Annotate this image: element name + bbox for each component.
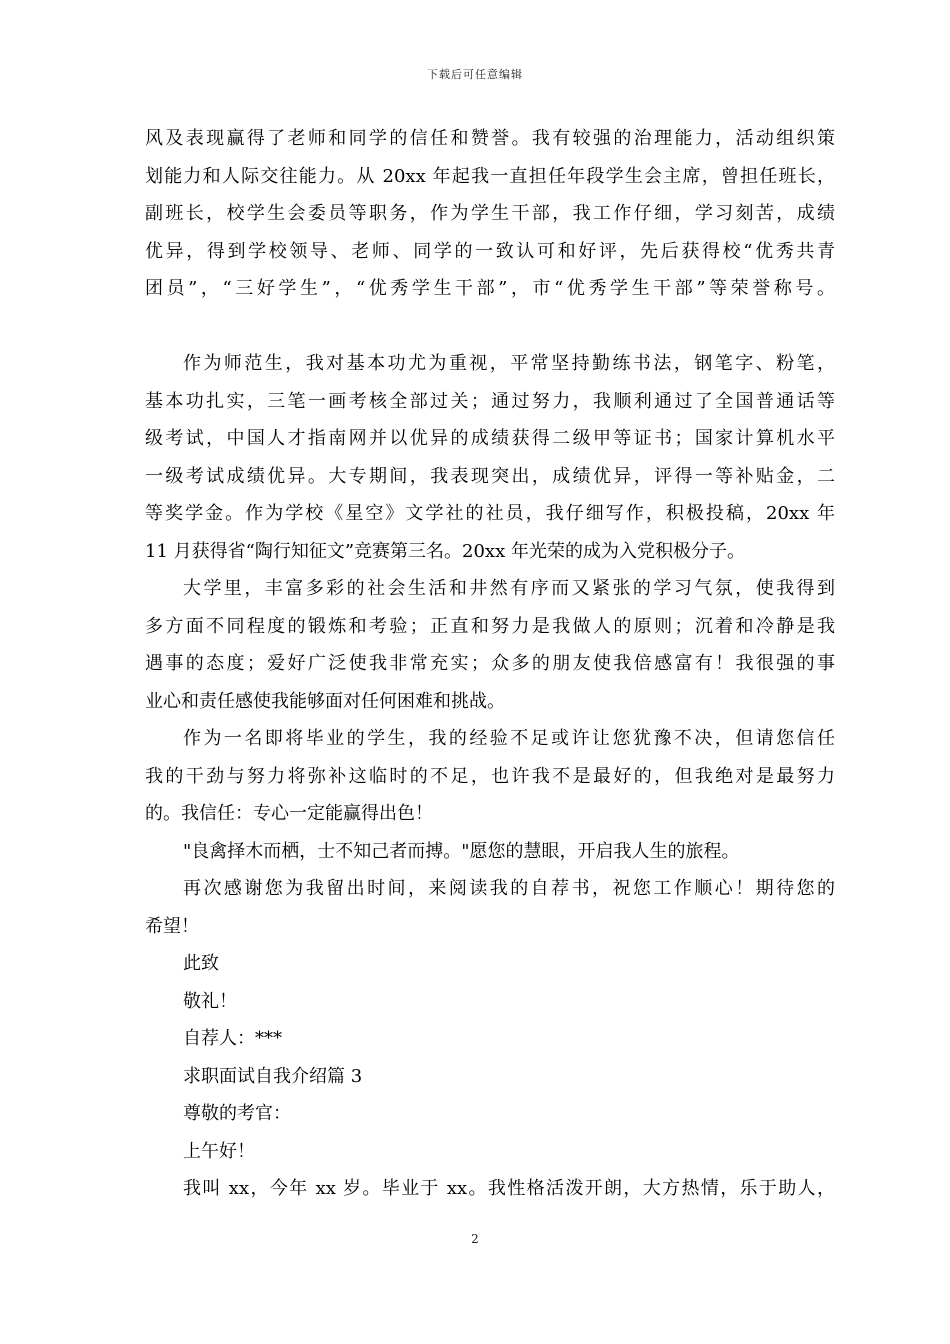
page-number: 2 — [471, 1232, 479, 1246]
greeting-line: 上午好！ — [183, 1140, 255, 1162]
closing-salutation: 此致 — [183, 953, 219, 974]
text-line: 风及表现赢得了老师和同学的信任和赞誉。我有较强的治理能力，活动组织策 — [145, 128, 835, 149]
section-title: 求职面试自我介绍篇 3 — [183, 1065, 363, 1087]
document-body — [145, 120, 835, 1208]
text-line: 划能力和人际交往能力。从 20xx 年起我一直担任年段学生会主席，曾担任班长， — [145, 165, 835, 187]
quote-line: "良禽择木而栖，士不知己者而搏。"愿您的慧眼，开启我人生的旅程。 — [183, 840, 740, 862]
paragraph-first-line: 我叫 xx，今年 xx 岁。毕业于 xx。我性格活泼开朗，大方热情，乐于助人， — [183, 1178, 835, 1199]
text-line: 遇事的态度；爱好广泛使我非常充实；众多的朋友使我倍感富有！我很强的事 — [145, 653, 835, 674]
text-line: 我的干劲与努力将弥补这临时的不足，也许我不是最好的，但我绝对是最努力 — [145, 765, 835, 787]
paragraph-spacer — [145, 308, 835, 346]
text-line: 级考试，中国人才指南网并以优异的成绩获得二级甲等证书；国家计算机水平 — [145, 428, 835, 449]
signature-line: 自荐人：*** — [183, 1028, 282, 1049]
paragraph-first-line: 作为一名即将毕业的学生，我的经验不足或许让您犹豫不决，但请您信任 — [183, 728, 835, 749]
text-line: 希望！ — [145, 915, 199, 937]
text-line: 11 月获得省“陶行知征文”竞赛第三名。20xx 年光荣的成为入党积极分子。 — [145, 540, 745, 562]
text-line: 团员”，“三好学生”，“优秀学生干部”，市“优秀学生干部”等荣誉称号。 — [145, 278, 835, 299]
paragraph-first-line: 作为师范生，我对基本功尤为重视，平常坚持勤练书法，钢笔字、粉笔， — [183, 353, 835, 374]
greeting-line: 尊敬的考官： — [183, 1103, 291, 1124]
text-line: 等奖学金。作为学校《星空》文学社的社员，我仔细写作，积极投稿，20xx 年 — [145, 503, 835, 524]
text-line: 的。我信任：专心一定能赢得出色！ — [145, 803, 433, 824]
paragraph-first-line: 大学里，丰富多彩的社会生活和井然有序而又紧张的学习气氛，使我得到 — [183, 578, 835, 599]
text-line: 基本功扎实，三笔一画考核全部过关；通过努力，我顺利通过了全国普通话等 — [145, 390, 835, 412]
page-header-note: 下载后可任意编辑 — [427, 68, 523, 81]
text-line: 副班长，校学生会委员等职务，作为学生干部，我工作仔细，学习刻苦，成绩 — [145, 203, 835, 224]
text-line: 一级考试成绩优异。大专期间，我表现突出，成绩优异，评得一等补贴金，二 — [145, 465, 835, 487]
closing-regards: 敬礼！ — [183, 990, 237, 1012]
paragraph-first-line: 再次感谢您为我留出时间，来阅读我的自荐书，祝您工作顺心！期待您的 — [183, 878, 835, 899]
text-line: 优异，得到学校领导、老师、同学的一致认可和好评，先后获得校“优秀共青 — [145, 240, 835, 262]
text-line: 业心和责任感使我能够面对任何困难和挑战。 — [145, 690, 505, 712]
text-line: 多方面不同程度的锻炼和考验；正直和努力是我做人的原则；沉着和冷静是我 — [145, 615, 835, 637]
